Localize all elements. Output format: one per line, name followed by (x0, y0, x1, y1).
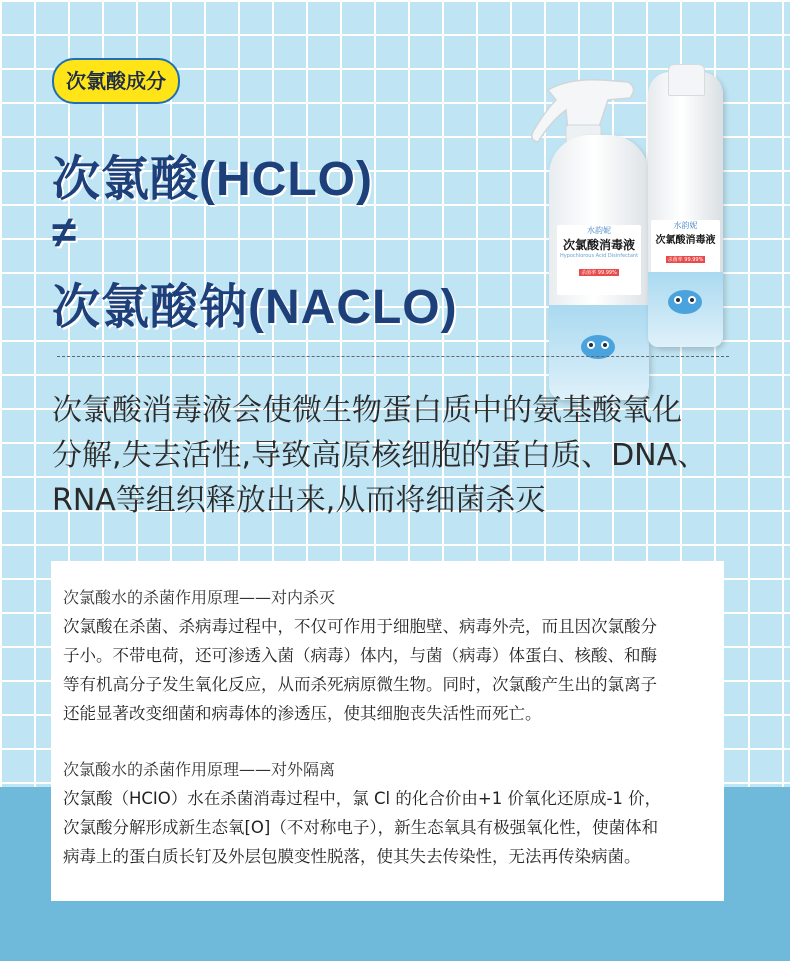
section2-paragraph (63, 784, 713, 871)
section1-paragraph (63, 612, 713, 728)
brand-label: 水韵妮 (587, 226, 611, 235)
product-name: 次氯酸消毒液 (562, 238, 635, 252)
label-scene-small (648, 272, 723, 347)
bottle-label (557, 225, 641, 295)
intro-line: 分解,失去活性,导致高原核细胞的蛋白质、DNA、 (52, 438, 708, 473)
mascot-icon-small (668, 290, 702, 314)
pump-cap (668, 64, 705, 96)
spray-bottle (549, 135, 649, 400)
label-scene (549, 305, 649, 400)
intro-text (52, 388, 752, 523)
brand-label-small: 水韵妮 (673, 221, 698, 230)
product-image (520, 60, 730, 345)
paragraph-line: 次氯酸分解形成新生态氧[O]（不对称电子），新生态氧具有极强氧化性，使菌体和 (63, 818, 659, 837)
headline-naclo: 次氯酸钠(NACLO) (52, 281, 458, 334)
paragraph-line: 等有机高分子发生氧化反应，从而杀死病原微生物。同时，次氯酸产生出的氯离子 (63, 675, 657, 694)
product-subtitle: Hypochlorous Acid Disinfectant (559, 253, 639, 259)
dashed-divider (57, 356, 729, 357)
paragraph-line: 还能显著改变细菌和病毒体的渗透压，使其细胞丧失活性而死亡。 (63, 704, 542, 723)
kill-rate-chip-small: 杀菌率 99.99% (667, 257, 704, 263)
not-equal-sign: ≠ (52, 208, 78, 257)
paragraph-line: 子小。不带电荷，还可渗透入菌（病毒）体内，与菌（病毒）体蛋白、核酸、和酶 (63, 646, 657, 665)
paragraph-line: 次氯酸（HCIO）水在杀菌消毒过程中，氯 Cl 的化合价由+1 价氧化还原成-1 价， (63, 789, 662, 808)
intro-line: 次氯酸消毒液会使微生物蛋白质中的氨基酸氧化 (52, 393, 682, 428)
section2-title: 次氯酸水的杀菌作用原理——对外隔离 (63, 760, 336, 779)
headline-hclo: 次氯酸(HCLO) (52, 153, 373, 206)
intro-line: RNA等组织释放出来,从而将细菌杀灭 (52, 483, 546, 518)
kill-rate-chip: 杀菌率 99.99% (581, 270, 617, 276)
principle-panel (51, 561, 724, 901)
paragraph-line: 次氯酸在杀菌、杀病毒过程中，不仅可作用于细胞壁、病毒外壳，而且因次氯酸分 (63, 617, 657, 636)
pump-bottle (648, 72, 723, 347)
spray-trigger (528, 70, 643, 145)
section1-title: 次氯酸水的杀菌作用原理——对内杀灭 (63, 588, 336, 607)
product-name-small: 次氯酸消毒液 (655, 235, 716, 246)
paragraph-line: 病毒上的蛋白质长钉及外层包膜变性脱落，使其失去传染性，无法再传染病菌。 (63, 847, 641, 866)
bottle-label-small (651, 220, 720, 280)
section-tag: 次氯酸成分 (52, 58, 180, 104)
